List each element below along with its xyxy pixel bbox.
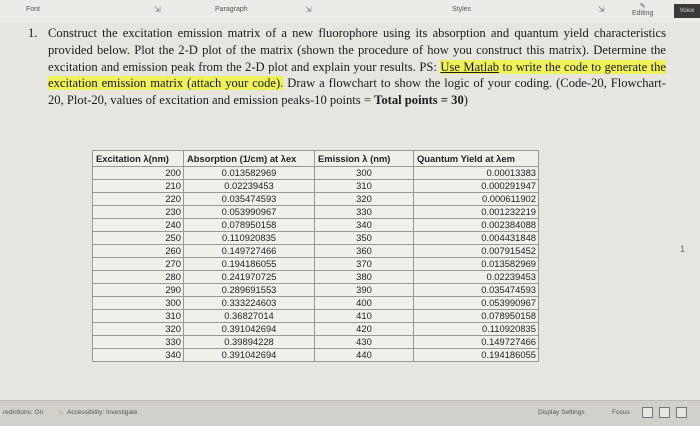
excitation-cell: 330	[93, 336, 184, 349]
emission-cell: 320	[315, 193, 414, 206]
matlab-link[interactable]: Use Matlab	[440, 59, 500, 74]
absorption-cell: 0.149727466	[184, 245, 315, 258]
emission-cell: 330	[315, 206, 414, 219]
emission-cell: 360	[315, 245, 414, 258]
table-row	[93, 323, 539, 336]
styles-launcher-icon[interactable]: ⇲	[598, 5, 605, 14]
emission-cell: 300	[315, 167, 414, 180]
ribbon-group-editing[interactable]	[632, 2, 653, 17]
excitation-cell: 220	[93, 193, 184, 206]
quantum-yield-cell: 0.002384088	[414, 219, 539, 232]
excitation-cell: 230	[93, 206, 184, 219]
excitation-cell: 300	[93, 297, 184, 310]
print-layout-icon[interactable]	[659, 407, 670, 418]
editing-icon: ✎	[639, 3, 646, 10]
absorption-cell: 0.110920835	[184, 232, 315, 245]
absorption-cell: 0.013582969	[184, 167, 315, 180]
stray-mark: 1	[680, 244, 686, 254]
quantum-yield-cell: 0.194186055	[414, 349, 539, 362]
absorption-cell: 0.391042694	[184, 349, 315, 362]
voice-button[interactable]: Voice	[674, 4, 700, 18]
ribbon-group-paragraph: Paragraph	[215, 6, 248, 13]
emission-cell: 380	[315, 271, 414, 284]
display-settings-button[interactable]: Display Settings	[538, 409, 585, 416]
quantum-yield-cell: 0.004431848	[414, 232, 539, 245]
quantum-yield-cell: 0.078950158	[414, 310, 539, 323]
highlighted-instruction: to write the code to generate the excitation emission matrix (attach your code).	[48, 59, 667, 91]
table-row	[93, 310, 539, 323]
quantum-yield-cell: 0.149727466	[414, 336, 539, 349]
excitation-cell: 290	[93, 284, 184, 297]
table-row	[93, 206, 539, 219]
header-quantum-yield: Quantum Yield at λem	[414, 151, 539, 167]
total-points: Total points = 30	[374, 93, 464, 108]
absorption-cell: 0.035474593	[184, 193, 315, 206]
table-row	[93, 167, 539, 180]
table-row	[93, 219, 539, 232]
emission-cell: 430	[315, 336, 414, 349]
absorption-cell: 0.391042694	[184, 323, 315, 336]
editing-label: Editing	[632, 10, 654, 17]
quantum-yield-cell: 0.053990967	[414, 297, 539, 310]
focus-button[interactable]: Focus	[612, 409, 630, 416]
question-text	[48, 25, 666, 109]
table-row	[93, 271, 539, 284]
paragraph-launcher-icon[interactable]: ⇲	[305, 5, 312, 14]
absorption-cell: 0.289691553	[184, 284, 315, 297]
absorption-cell: 0.36827014	[184, 310, 315, 323]
absorption-cell: 0.078950158	[184, 219, 315, 232]
table-row	[93, 297, 539, 310]
question-number: 1.	[28, 26, 38, 40]
quantum-yield-cell: 0.007915452	[414, 245, 539, 258]
table-row	[93, 336, 539, 349]
header-excitation: Excitation λ(nm)	[93, 151, 184, 167]
read-mode-icon[interactable]	[642, 407, 653, 418]
table-row	[93, 180, 539, 193]
quantum-yield-cell: 0.035474593	[414, 284, 539, 297]
table-row	[93, 232, 539, 245]
table-row	[93, 193, 539, 206]
quantum-yield-cell: 0.02239453	[414, 271, 539, 284]
excitation-cell: 200	[93, 167, 184, 180]
table-header-row	[93, 151, 539, 167]
ribbon-group-styles: Styles	[452, 6, 472, 13]
excitation-cell: 310	[93, 310, 184, 323]
emission-cell: 310	[315, 180, 414, 193]
quantum-yield-cell: 0.013582969	[414, 258, 539, 271]
question-closing: )	[463, 93, 468, 108]
table-row	[93, 258, 539, 271]
ribbon	[0, 0, 700, 23]
web-layout-icon[interactable]	[676, 407, 687, 418]
table-row	[93, 349, 539, 362]
header-absorption: Absorption (1/cm) at λex	[184, 151, 315, 167]
accessibility-status[interactable]: Accessibility: Investigate	[67, 409, 138, 416]
quantum-yield-cell: 0.001232219	[414, 206, 539, 219]
excitation-cell: 280	[93, 271, 184, 284]
excitation-cell: 260	[93, 245, 184, 258]
excitation-cell: 320	[93, 323, 184, 336]
absorption-cell: 0.02239453	[184, 180, 315, 193]
emission-cell: 440	[315, 349, 414, 362]
emission-cell: 420	[315, 323, 414, 336]
emission-cell: 340	[315, 219, 414, 232]
emission-cell: 390	[315, 284, 414, 297]
absorption-cell: 0.333224603	[184, 297, 315, 310]
excitation-cell: 270	[93, 258, 184, 271]
excitation-cell: 210	[93, 180, 184, 193]
question-body-continued: Draw a flowchart to show the logic of your coding. (Code-20, Flowchart-20, Plot-20, values of excitation and emission peaks-10 points =	[48, 76, 666, 108]
absorption-cell: 0.194186055	[184, 258, 315, 271]
quantum-yield-cell: 0.000291947	[414, 180, 539, 193]
status-bar	[0, 400, 700, 426]
accessibility-icon: ☆	[58, 410, 64, 417]
emission-cell: 350	[315, 232, 414, 245]
question-body: Construct the excitation emission matrix of a new fluorophore using its absorption and quantum yield characteristics provided below. Plot the 2-D plot of the matrix (shown the procedure of how you construct this matrix). Determine the excitation and emission peak from the 2-D plot and explain your results. PS:	[48, 26, 666, 74]
emission-cell: 410	[315, 310, 414, 323]
quantum-yield-cell: 0.000611902	[414, 193, 539, 206]
excitation-cell: 340	[93, 349, 184, 362]
absorption-cell: 0.053990967	[184, 206, 315, 219]
font-launcher-icon[interactable]: ⇲	[154, 5, 161, 14]
table-row	[93, 284, 539, 297]
excitation-cell: 240	[93, 219, 184, 232]
emission-cell: 400	[315, 297, 414, 310]
header-emission: Emission λ (nm)	[315, 151, 414, 167]
quantum-yield-cell: 0.110920835	[414, 323, 539, 336]
data-table	[92, 150, 539, 362]
document-page[interactable]	[0, 22, 700, 400]
quantum-yield-cell: 0.00013383	[414, 167, 539, 180]
absorption-cell: 0.39894228	[184, 336, 315, 349]
table-row	[93, 245, 539, 258]
text-predictions-status[interactable]: redictions: On	[3, 409, 44, 416]
absorption-cell: 0.241970725	[184, 271, 315, 284]
ribbon-group-font: Font	[26, 6, 41, 13]
excitation-cell: 250	[93, 232, 184, 245]
emission-cell: 370	[315, 258, 414, 271]
